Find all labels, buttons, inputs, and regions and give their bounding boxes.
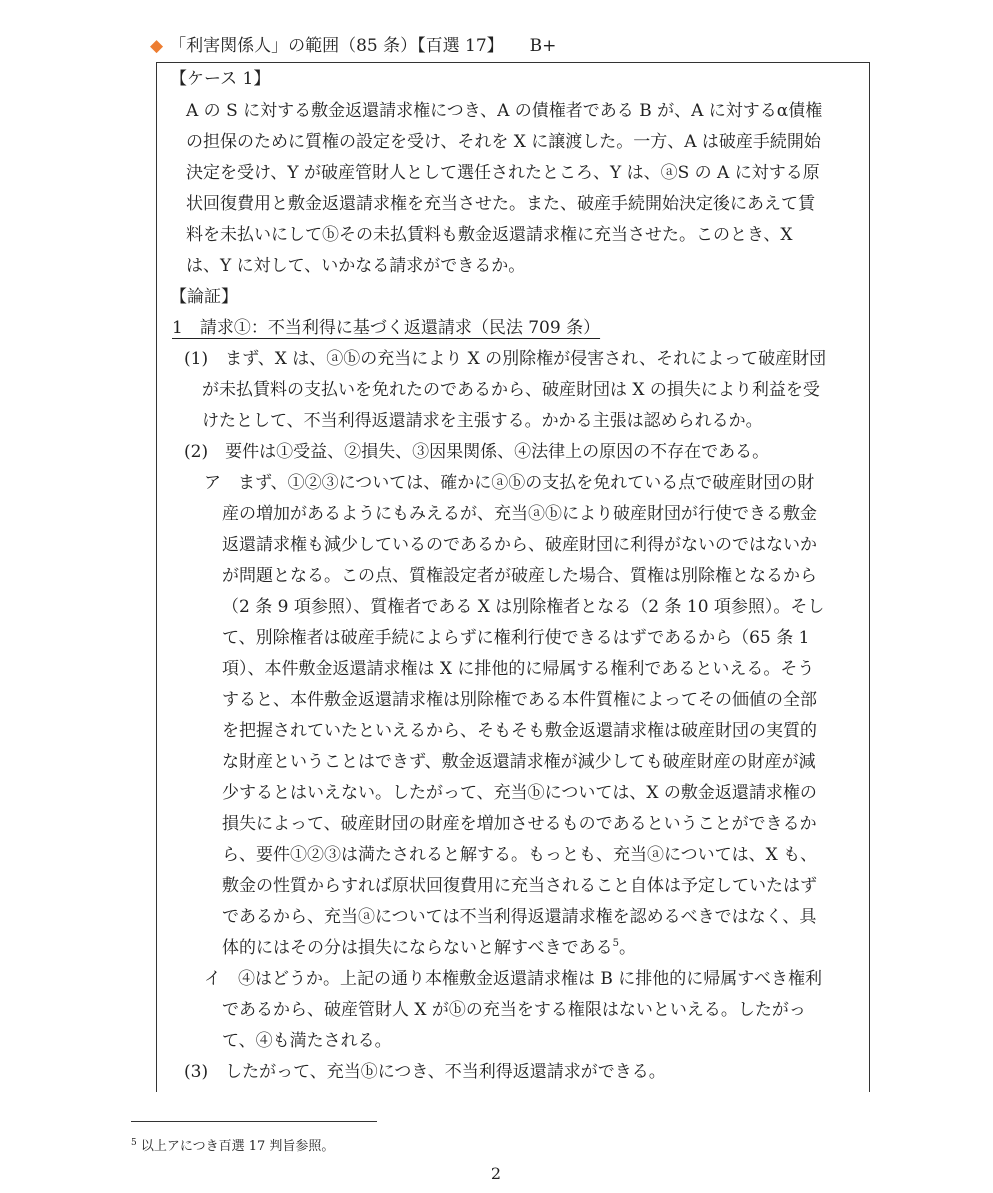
case-line-2: の担保のために質権の設定を受け、それを X に譲渡した。一方、A は破産手続開始 — [186, 132, 821, 152]
argument-label: 【論証】 — [170, 287, 238, 307]
a-line-5: （2 条 9 項参照）、質権者である X は別除権者となる（2 条 10 項参照）。そし — [222, 597, 825, 617]
a-line-16 — [222, 936, 636, 960]
diamond-bullet-icon: ◆ — [150, 36, 164, 56]
a-line-11: 少するとはいえない。したがって、充当ⓑについては、X の敷金返還請求権の — [222, 783, 817, 803]
section-heading — [150, 34, 556, 58]
case-line-3: 決定を受け、Y が破産管財人として選任されたところ、Y は、ⓐS の A に対する原 — [186, 163, 820, 183]
page-number: 2 — [490, 1164, 502, 1183]
a-line-14: 敷金の性質からすれば原状回復費用に充当されること自体は予定していたはず — [222, 876, 817, 896]
a-line-3: 返還請求権も減少しているのであるから、破産財団に利得がないのではないか — [222, 535, 817, 555]
case-line-1: A の S に対する敷金返還請求権につき、A の債権者である B が、A に対するα債権 — [186, 101, 823, 121]
case-line-5: 料を未払いにしてⓑその未払賃料も敷金返還請求権に充当させた。このとき、X — [186, 225, 793, 245]
a-line-9: を把握されていたといえるから、そもそも敷金返還請求権は破産財団の実質的 — [222, 721, 817, 741]
a-line-13: ら、要件①②③は満たされると解する。もっとも、充当ⓐについては、X も、 — [222, 845, 818, 865]
footnote — [131, 1138, 334, 1156]
p1-line-3: けたとして、不当利得返還請求を主張する。かかる主張は認められるか。 — [202, 411, 763, 431]
case-label: 【ケース 1】 — [170, 69, 271, 89]
a-line-12: 損失によって、破産財団の財産を増加させるものであるということができるか — [222, 814, 817, 834]
footnote-text: 以上アにつき百選 17 判旨参照。 — [136, 1139, 335, 1154]
a-line-16-text: 体的にはその分は損失にならないと解すべきである — [222, 938, 613, 958]
p2-line: (2) 要件は①受益、②損失、③因果関係、④法律上の原因の不存在である。 — [184, 442, 770, 462]
p1-line-2: が未払賃料の支払いを免れたのであるから、破産財団は X の損失により利益を受 — [202, 380, 820, 400]
a-line-8: すると、本件敷金返還請求権は別除権である本件質権によってその価値の全部 — [222, 690, 817, 710]
a-line-15: であるから、充当ⓐについては不当利得返還請求権を認めるべきではなく、具 — [222, 907, 817, 927]
a-line-4: が問題となる。この点、質権設定者が破産した場合、質権は別除権となるから — [222, 566, 817, 586]
a-line-6: て、別除権者は破産手続によらずに権利行使できるはずであるから（65 条 1 — [222, 628, 810, 648]
a-line-16-end: 。 — [619, 938, 637, 958]
p1-line-1: (1) まず、X は、ⓐⓑの充当により X の別除権が侵害され、それによって破産財団 — [184, 349, 827, 369]
case-line-4: 状回復費用と敷金返還請求権を充当させた。また、破産手続開始決定後にあえて賃 — [186, 194, 815, 214]
footnote-divider — [131, 1121, 377, 1122]
case-line-6: は、Y に対して、いかなる請求ができるか。 — [186, 256, 526, 276]
a-line-7: 項）、本件敷金返還請求権は X に排他的に帰属する権利であるといえる。そう — [222, 659, 815, 679]
i-line-2: であるから、破産管財人 X がⓑの充当をする権限はないといえる。したがっ — [222, 1000, 806, 1020]
grade-label: B+ — [529, 36, 557, 56]
footnote-number: 5 — [131, 1138, 137, 1148]
p3-line: (3) したがって、充当ⓑにつき、不当利得返還請求ができる。 — [184, 1062, 666, 1082]
section-1-title: 1 請求①：不当利得に基づく返還請求（民法 709 条） — [172, 318, 601, 338]
i-line-1: イ ④はどうか。上記の通り本権敷金返還請求権は B に排他的に帰属すべき権利 — [204, 969, 822, 989]
footnote-ref-5[interactable]: 5 — [612, 938, 620, 949]
i-line-3: て、④も満たされる。 — [222, 1031, 392, 1051]
heading-title: 「利害関係人」の範囲（85 条）【百選 17】 — [169, 36, 504, 56]
a-line-2: 産の増加があるようにもみえるが、充当ⓐⓑにより破産財団が行使できる敷金 — [222, 504, 817, 524]
a-line-1: ア まず、①②③については、確かにⓐⓑの支払を免れている点で破産財団の財 — [204, 473, 815, 493]
a-line-10: な財産ということはできず、敷金返還請求権が減少しても破産財産の財産が減 — [222, 752, 816, 772]
